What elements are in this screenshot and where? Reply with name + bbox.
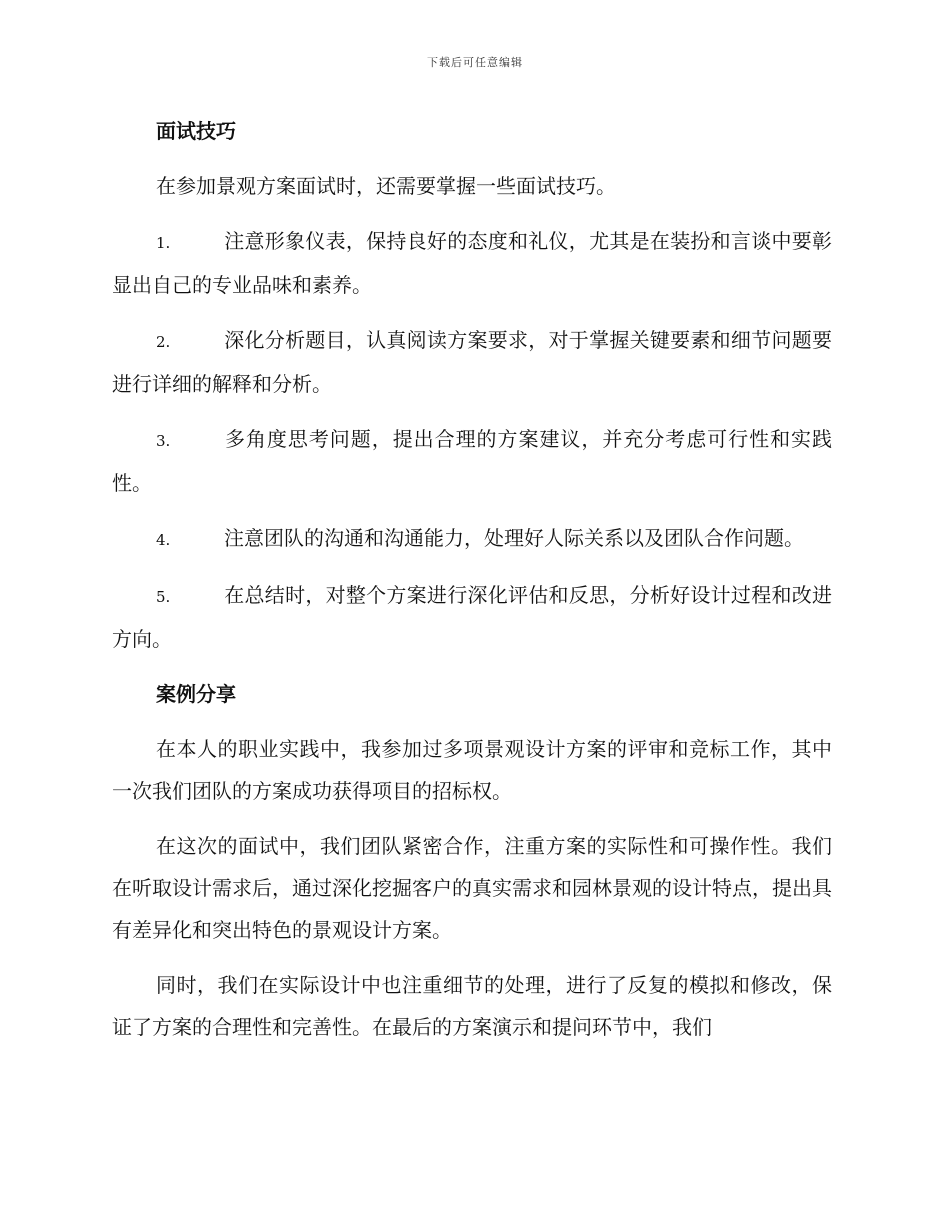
list-item-1	[112, 220, 832, 306]
list-item-text: 注意团队的沟通和沟通能力，处理好人际关系以及团队合作问题。	[224, 526, 804, 550]
list-item-4	[112, 517, 832, 561]
list-item-5	[112, 574, 832, 660]
case-paragraph-3: 同时，我们在实际设计中也注重细节的处理，进行了反复的模拟和修改，保证了方案的合理性和完善性。在最后的方案演示和提问环节中，我们	[112, 973, 832, 1039]
list-item-3	[112, 418, 832, 504]
list-number: 4.	[156, 531, 171, 549]
case-paragraph-2: 在这次的面试中，我们团队紧密合作，注重方案的实际性和可操作性。我们在听取设计需求后，通过深化挖掘客户的真实需求和园林景观的设计特点，提出具有差异化和突出特色的景观设计方案。	[112, 834, 832, 942]
section-heading-case-sharing: 案例分享	[156, 682, 236, 706]
list-item-text: 在总结时，对整个方案进行深化评估和反思，分析好设计过程和改进方向。	[112, 583, 832, 651]
list-number: 1.	[156, 234, 171, 252]
case-paragraph-1: 在本人的职业实践中，我参加过多项景观设计方案的评审和竞标工作，其中一次我们团队的方案成功获得项目的招标权。	[112, 737, 832, 803]
intro-paragraph: 在参加景观方案面试时，还需要掌握一些面试技巧。	[156, 174, 616, 198]
document-body	[112, 110, 832, 1061]
list-number: 3.	[156, 432, 171, 450]
list-item-text: 深化分析题目，认真阅读方案要求，对于掌握关键要素和细节问题要进行详细的解释和分析。	[112, 328, 832, 396]
list-item-2	[112, 319, 832, 405]
list-number: 5.	[156, 588, 171, 606]
section-heading-interview-tips: 面试技巧	[156, 119, 236, 143]
list-item-text: 注意形象仪表，保持良好的态度和礼仪，尤其是在装扮和言谈中要彰显出自己的专业品味和素养。	[112, 229, 832, 297]
list-item-text: 多角度思考问题，提出合理的方案建议，并充分考虑可行性和实践性。	[112, 427, 832, 495]
list-number: 2.	[156, 333, 171, 351]
header-note: 下载后可任意编辑	[427, 56, 523, 69]
